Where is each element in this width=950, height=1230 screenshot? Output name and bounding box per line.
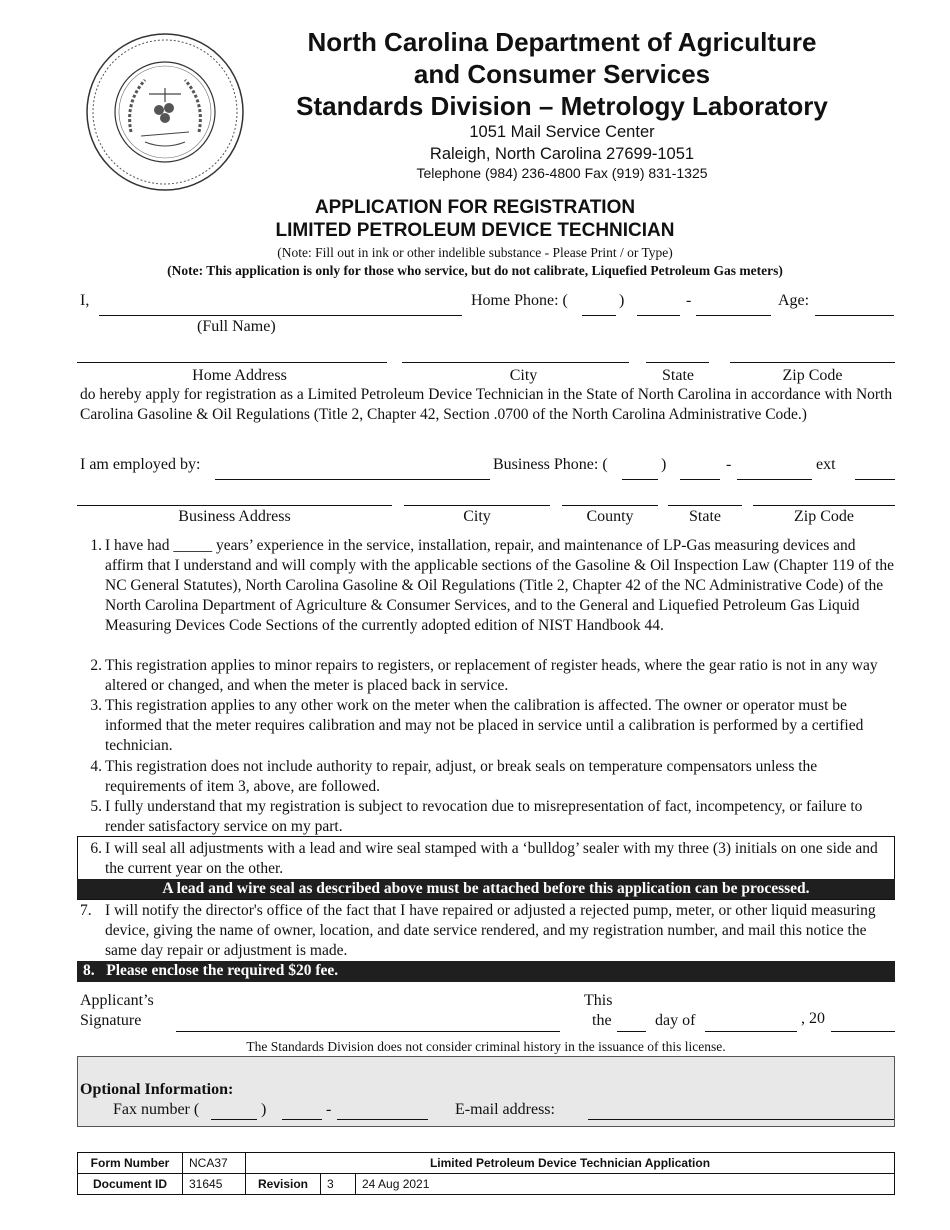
list-item <box>80 536 895 636</box>
business-phone-area-field[interactable] <box>622 479 658 480</box>
form-number-label: Form Number <box>78 1153 183 1174</box>
home-phone-prefix-field[interactable] <box>637 315 680 316</box>
declaration-text: do hereby apply for registration as a Limited Petroleum Device Technician in the State of North Carolina in accordance with North Carolina Gasoline & Oil Regulations (Title 2, Chapter 42, Section .0700 of the North Carolina Administrative Code.) <box>80 386 893 423</box>
home-city-caption: City <box>509 367 538 384</box>
list-item-number: 4. <box>90 758 102 775</box>
list-item-number: 6. <box>90 840 102 857</box>
business-address-field[interactable] <box>77 505 392 506</box>
list-item-text: I will notify the director's office of the fact that I have repaired or adjusted a rejected pump, meter, or other liquid measuring device, giving the name of owner, location, and date service rendered, and my registration number, and mail this notice the same day repair or adjustment is made. <box>105 902 876 959</box>
home-phone-paren: ) <box>619 292 625 309</box>
table-row <box>78 1153 895 1174</box>
ext-field[interactable] <box>855 479 895 480</box>
contact-phone: Telephone (984) 236-4800 Fax (919) 831-1325 <box>416 165 708 181</box>
i-label: I, <box>80 292 90 309</box>
business-phone-dash: - <box>726 456 732 473</box>
email-field[interactable] <box>588 1119 894 1120</box>
business-county-field[interactable] <box>562 505 658 506</box>
employer-name-field[interactable] <box>215 479 490 480</box>
fax-label: Fax number ( <box>113 1101 200 1118</box>
table-row <box>78 1174 895 1195</box>
business-phone-label: Business Phone: ( <box>493 456 608 473</box>
home-state-caption: State <box>662 367 694 384</box>
list-item-text: I fully understand that my registration is subject to revocation due to misrepresentation of fact, incompetency, or failure to render satisfactory service on my part. <box>105 798 863 835</box>
business-city-field[interactable] <box>404 505 550 506</box>
form-metadata-table <box>77 1152 895 1195</box>
list-item-text: This registration applies to minor repairs to registers, or replacement of register heads, where the gear ratio is not in any way altered or changed, and when the meter is placed back in service. <box>105 657 878 694</box>
document-id-label: Document ID <box>78 1174 183 1195</box>
home-address-caption: Home Address <box>192 367 287 384</box>
list-item <box>80 656 895 696</box>
address-line1: 1051 Mail Service Center <box>469 123 655 141</box>
document-id-value: 31645 <box>183 1174 246 1195</box>
year-field[interactable] <box>831 1031 895 1032</box>
list-item-number: 5. <box>90 798 102 815</box>
form-title <box>175 196 775 242</box>
fax-number-field[interactable] <box>337 1119 428 1120</box>
division-name: Standards Division – Metrology Laboratory <box>296 91 828 121</box>
age-label: Age: <box>778 292 810 309</box>
list-item-number: 1. <box>90 537 102 554</box>
fax-dash: - <box>326 1101 332 1118</box>
list-item-text: This registration does not include authority to repair, adjust, or break seals on temperature compensators unless the requirements of item 3, above, are followed. <box>105 758 818 795</box>
list-item <box>80 757 895 797</box>
seal-notice-bar: A lead and wire seal as described above must be attached before this application can be processed. <box>77 879 895 899</box>
this-label: This <box>584 992 613 1009</box>
department-seal <box>85 32 245 192</box>
revision-value: 3 <box>321 1174 356 1195</box>
list-item <box>80 696 895 756</box>
list-item <box>80 901 895 961</box>
home-state-field[interactable] <box>646 362 709 363</box>
business-phone-paren: ) <box>661 456 667 473</box>
fax-area-field[interactable] <box>211 1119 257 1120</box>
form-title-line1: APPLICATION FOR REGISTRATION <box>314 197 636 218</box>
full-name-field[interactable] <box>99 315 462 316</box>
home-city-field[interactable] <box>402 362 629 363</box>
signature-label: Signature <box>80 1012 142 1029</box>
day-of-label: day of <box>655 1012 696 1029</box>
agency-header <box>262 26 862 182</box>
form-title-cell: Limited Petroleum Device Technician Application <box>246 1153 895 1174</box>
business-city-caption: City <box>463 508 491 525</box>
form-title-line2: LIMITED PETROLEUM DEVICE TECHNICIAN <box>275 220 675 241</box>
year-prefix-label: , 20 <box>801 1010 825 1027</box>
business-state-field[interactable] <box>668 505 742 506</box>
seal-emblem-icon <box>85 32 245 192</box>
fax-paren: ) <box>261 1101 267 1118</box>
home-phone-dash: - <box>686 292 692 309</box>
fee-notice-bar: 8. Please enclose the required $20 fee. <box>77 961 895 982</box>
home-zip-caption: Zip Code <box>782 367 843 384</box>
fax-prefix-field[interactable] <box>282 1119 322 1120</box>
scope-note: (Note: This application is only for those who service, but do not calibrate, Liquefied Petroleum Gas meters) <box>167 263 783 278</box>
agency-name-line1: North Carolina Department of Agriculture <box>307 27 817 57</box>
list-item <box>80 797 895 837</box>
list-item-text: This registration applies to any other work on the meter when the calibration is affected. The owner or operator must be informed that the meter requires calibration and may not be placed in service until a calibration is performed by a certified technician. <box>105 697 864 754</box>
day-field[interactable] <box>617 1031 646 1032</box>
full-name-caption: (Full Name) <box>197 318 276 335</box>
list-item-text: I have had _____ years’ experience in the service, installation, repair, and maintenance of LP-Gas measuring devices and affirm that I understand and will comply with the applicable sections of the Gasoline & Oil Inspection Law (Chapter 119 of the NC General Statutes), North Carolina Gasoline & Oil Regulations (Title 2, Chapter 42 of the NC Administrative Code) of the North Carolina Department of Agriculture & Consumer Services, and to the General and Liquefied Petroleum Gas Liquid Measuring Devices Code Sections of the currently adopted edition of NIST Handbook 44. <box>105 537 895 634</box>
list-item-number: 2. <box>90 657 102 674</box>
employed-by-label: I am employed by: <box>80 456 201 473</box>
revision-label: Revision <box>246 1174 321 1195</box>
form-number-value: NCA37 <box>183 1153 246 1174</box>
the-label: the <box>592 1012 612 1029</box>
business-phone-prefix-field[interactable] <box>680 479 720 480</box>
email-label: E-mail address: <box>455 1101 555 1118</box>
applicants-label: Applicant’s <box>80 992 154 1009</box>
business-phone-number-field[interactable] <box>737 479 812 480</box>
business-county-caption: County <box>586 508 634 525</box>
age-field[interactable] <box>815 315 894 316</box>
list-item <box>80 839 895 879</box>
criminal-history-note: The Standards Division does not consider criminal history in the issuance of this license. <box>246 1039 726 1054</box>
list-item-number: 7. <box>80 902 92 919</box>
home-zip-field[interactable] <box>730 362 895 363</box>
business-zip-caption: Zip Code <box>794 508 854 525</box>
business-state-caption: State <box>689 508 721 525</box>
home-address-field[interactable] <box>77 362 387 363</box>
home-phone-area-field[interactable] <box>582 315 616 316</box>
optional-info-title: Optional Information: <box>80 1081 234 1098</box>
list-item-number: 3. <box>90 697 102 714</box>
signature-field[interactable] <box>176 1031 560 1032</box>
home-phone-label: Home Phone: ( <box>471 292 568 309</box>
home-phone-number-field[interactable] <box>696 315 771 316</box>
business-zip-field[interactable] <box>753 505 895 506</box>
month-field[interactable] <box>705 1031 797 1032</box>
ink-note: (Note: Fill out in ink or other indelible substance - Please Print / or Type) <box>277 245 673 260</box>
ext-label: ext <box>816 456 836 473</box>
address-line2: Raleigh, North Carolina 27699-1051 <box>429 145 695 163</box>
business-address-caption: Business Address <box>178 508 291 525</box>
list-item-text: I will seal all adjustments with a lead and wire seal stamped with a ‘bulldog’ sealer with my three (3) initials on one side and the current year on the other. <box>105 840 878 877</box>
agency-name-line2: and Consumer Services <box>413 59 711 89</box>
revision-date: 24 Aug 2021 <box>356 1174 895 1195</box>
